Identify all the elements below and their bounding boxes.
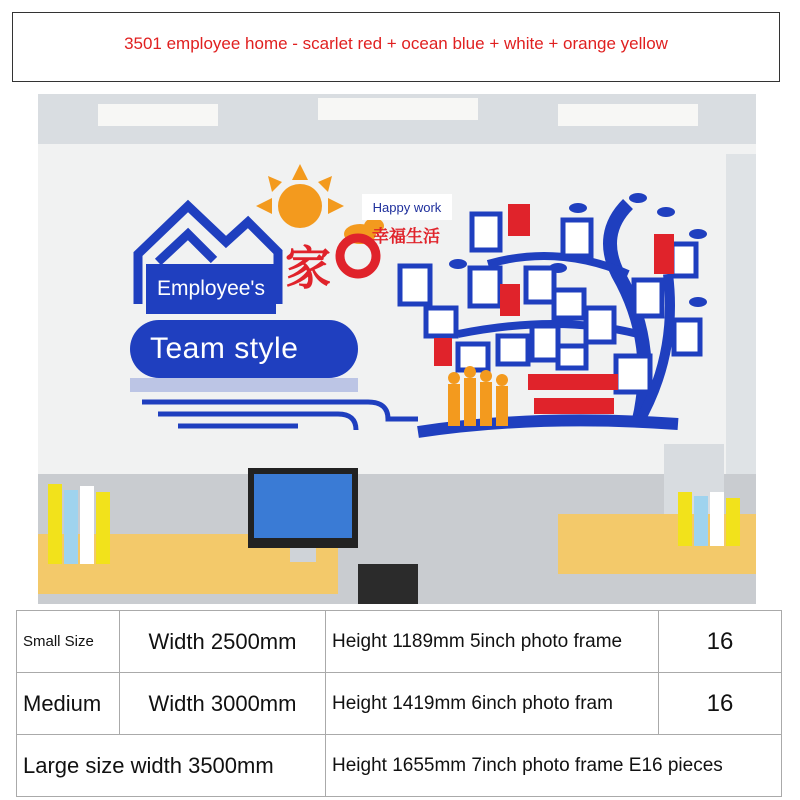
employees-label: Employee's [146, 264, 276, 314]
qty-cell: 16 [659, 611, 782, 673]
happy-life-chars: 幸福生活 [372, 227, 440, 247]
monitor-screen [254, 474, 352, 538]
happy-work-tagline: Happy work [362, 194, 452, 220]
width-cell: Width 2500mm [120, 611, 326, 673]
pill-shadow [130, 378, 358, 392]
height-cell: Height 1419mm 6inch photo fram [326, 673, 659, 735]
product-title: 3501 employee home - scarlet red + ocean blue + white + orange yellow [124, 34, 668, 53]
size-cell: Medium [17, 673, 120, 735]
ceiling-light [318, 98, 478, 120]
size-spec-table [16, 610, 782, 797]
chair [358, 564, 418, 604]
table-row [17, 735, 782, 797]
height-cell: Height 1189mm 5inch photo frame [326, 611, 659, 673]
product-photo [38, 94, 756, 604]
width-cell: Width 3000mm [120, 673, 326, 735]
table-row [17, 673, 782, 735]
team-style-label: Team style [150, 332, 299, 365]
qty-cell: 16 [659, 673, 782, 735]
ceiling-light [558, 104, 698, 126]
window [726, 154, 756, 474]
table-row [17, 611, 782, 673]
height-cell: Height 1655mm 7inch photo frame E16 pieces [326, 735, 782, 797]
monitor-stand [290, 548, 316, 562]
size-cell: Large size width 3500mm [17, 735, 326, 797]
title-box [12, 12, 780, 82]
ceiling-light [98, 104, 218, 126]
family-char: 家 [285, 241, 331, 295]
size-cell: Small Size [17, 611, 120, 673]
office-scene [38, 94, 756, 604]
